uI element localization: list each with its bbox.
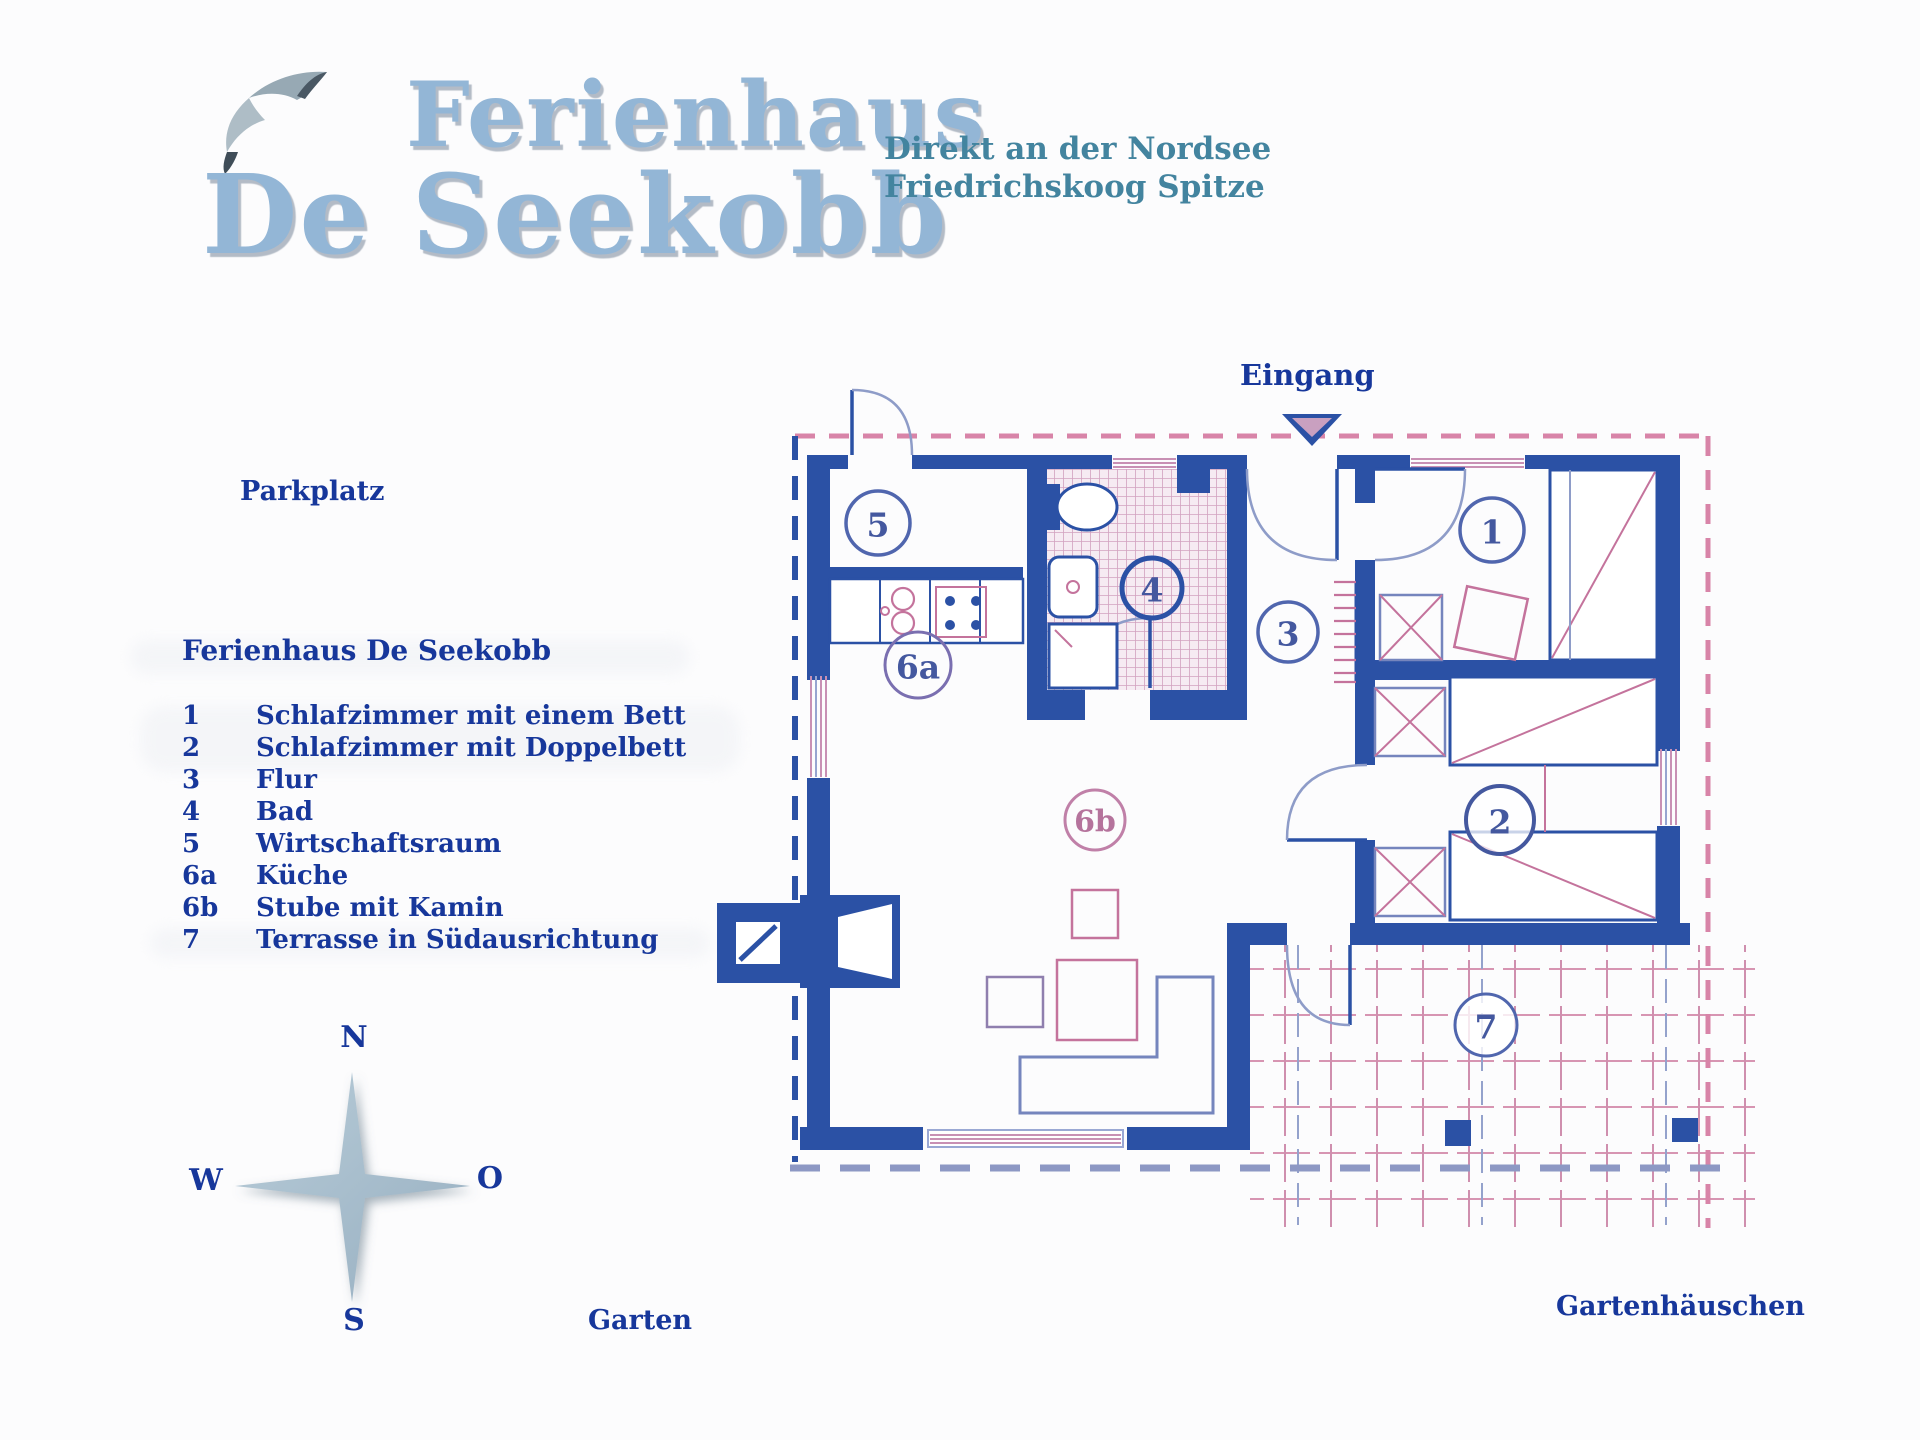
entrance-arrow-icon <box>1282 414 1342 446</box>
legend-row <box>182 829 686 861</box>
terrace-post <box>1445 1120 1471 1146</box>
livingroom-furniture <box>987 890 1213 1113</box>
room-7-label: 7 <box>1474 1007 1498 1047</box>
table <box>1072 890 1118 938</box>
legend <box>182 701 686 957</box>
compass-n: N <box>340 1020 368 1055</box>
door-room2-arc <box>1287 765 1367 840</box>
legend-item-number: 5 <box>182 829 201 859</box>
table <box>1454 586 1528 660</box>
tagline-line1: Direkt an der Nordsee <box>884 131 1272 167</box>
room-5-label: 5 <box>866 505 890 545</box>
label-garten: Garten <box>588 1305 693 1336</box>
label-parkplatz: Parkplatz <box>240 476 385 507</box>
door-entrance-arc <box>1247 469 1337 560</box>
compass-star <box>235 1072 470 1302</box>
table-large <box>1057 960 1137 1040</box>
room-3-label: 3 <box>1276 614 1300 654</box>
room1-furniture <box>1380 470 1657 660</box>
fireplace-icon <box>717 895 900 988</box>
legend-item-label: Küche <box>256 861 349 891</box>
room-4-label: 4 <box>1140 570 1164 610</box>
compass-s: S <box>343 1303 365 1338</box>
legend-row <box>182 861 686 893</box>
toilet-icon <box>1057 484 1117 530</box>
legend-item-number: 1 <box>182 701 201 731</box>
tagline <box>884 130 1271 206</box>
legend-heading: Ferienhaus De Seekobb <box>182 634 552 667</box>
page-title-line2: De Seekobb <box>202 150 949 279</box>
seagull-lower-wing <box>226 98 265 152</box>
legend-row <box>182 733 686 765</box>
tagline-line2: Friedrichskoog Spitze <box>884 169 1265 205</box>
legend-item-label: Terrasse in Südausrichtung <box>256 925 659 955</box>
legend-item-label: Flur <box>256 765 317 795</box>
room-1-label: 1 <box>1480 512 1504 552</box>
corner-sofa <box>1020 977 1213 1113</box>
terrace-post <box>1672 1118 1698 1142</box>
legend-item-label: Bad <box>256 797 314 827</box>
door-room1-arc <box>1375 469 1465 560</box>
page-title-line1: Ferienhaus <box>406 62 987 168</box>
armchair <box>987 977 1043 1027</box>
legend-row <box>182 701 686 733</box>
floorplan <box>640 370 1770 1270</box>
legend-row <box>182 925 686 957</box>
legend-item-number: 4 <box>182 797 201 827</box>
radiator-icon <box>1334 582 1356 682</box>
compass-w: W <box>189 1163 223 1198</box>
label-gartenhaeuschen: Gartenhäuschen <box>1556 1291 1805 1322</box>
legend-item-number: 6a <box>182 861 217 891</box>
room-2-label: 2 <box>1488 802 1512 842</box>
legend-item-label: Wirtschaftsraum <box>256 829 502 859</box>
legend-item-label: Schlafzimmer mit Doppelbett <box>256 733 687 763</box>
legend-item-label: Stube mit Kamin <box>256 893 504 923</box>
door-room5-arc <box>852 390 912 455</box>
room-6a-label: 6a <box>895 647 941 687</box>
terrace-grid <box>1250 945 1755 1227</box>
label-eingang: Eingang <box>1240 358 1375 392</box>
washbasin-icon <box>1049 557 1097 617</box>
legend-item-label: Schlafzimmer mit einem Bett <box>256 701 686 731</box>
legend-item-number: 7 <box>182 925 201 955</box>
legend-item-number: 6b <box>182 893 219 923</box>
room-6b-label: 6b <box>1074 804 1116 840</box>
legend-item-number: 2 <box>182 733 201 763</box>
legend-row <box>182 797 686 829</box>
legend-item-number: 3 <box>182 765 201 795</box>
legend-row <box>182 765 686 797</box>
compass-o: O <box>476 1161 504 1196</box>
legend-row <box>182 893 686 925</box>
